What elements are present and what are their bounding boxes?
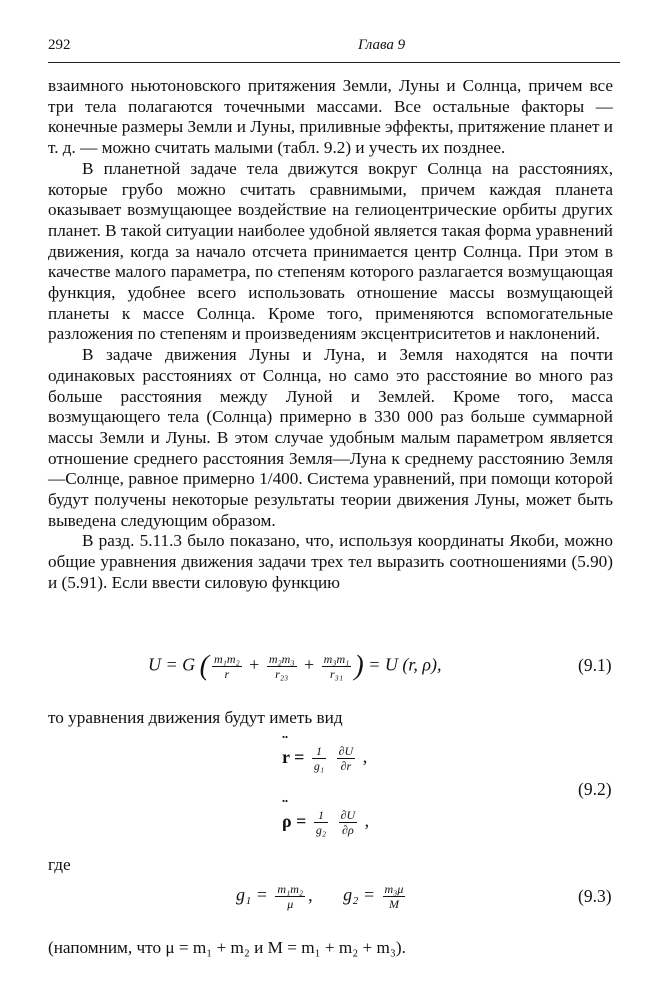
equation-9-3 <box>236 882 408 911</box>
page-number: 292 <box>48 37 71 53</box>
final-line: (напомним, что μ = m₁ + m₂ и M = m₁ + m₂ + m₃). <box>48 938 406 957</box>
comma: , <box>362 746 368 767</box>
r-double-dot: ¨ r = <box>282 747 304 768</box>
eq91-term-2: $\frac{\text{m₂m₃}}{\text{r₂₃}}$ <box>268 652 295 681</box>
comma: , <box>308 884 313 905</box>
eq-number-9-1: (9.1) <box>578 655 612 675</box>
comma: , <box>364 810 370 831</box>
plus-sign: + <box>249 654 260 675</box>
eq91-rhs: = U (r, ρ), <box>368 654 442 675</box>
g2-lhs: g₂ = <box>343 884 375 905</box>
eq-number-9-2: (9.2) <box>578 779 612 799</box>
eq92-coef-2: $\frac{1}{\text{g₂}}$ <box>315 808 327 837</box>
eq91-term-1: $\frac{\text{m₁m₂}}{r}$ <box>213 652 240 681</box>
g2-fraction: $\frac{\text{m₃μ}}{M}$ <box>384 882 404 911</box>
g1-lhs: g₁ = <box>236 884 268 905</box>
left-paren: ( <box>199 650 209 682</box>
header-rule <box>48 62 620 63</box>
eq91-term-3: $\frac{\text{m₃m₁}}{\text{r₃₁}}$ <box>323 652 350 681</box>
eq92-deriv-1: $\frac{\partial U}{\partial r}$ <box>338 744 354 773</box>
eq91-lhs: U = G <box>148 654 196 675</box>
paragraph-2: В планетной задаче тела движутся вокруг Солнца на расстояниях, которые грубо можно считать сравнимыми, причем каждая планета оказывает возмущающее воздействие на гелиоцентрические орбиты других планет. В такой ситуации наиболее удобной является такая форма уравнений движения, когда за начало отсчета принимается центр Солнца. При этом в качестве малого параметра, по степеням которого разлагается возмущающая функция, удобнее всего использовать отношение массы возмущающей планеты к массе Солнца. Кроме того, применяются вспомогательные разложения по степеням и произведениям эксцентриситетов и наклонений. <box>48 158 613 344</box>
g1-fraction: $\frac{\text{m₁m₂}}{\mu}$ <box>277 882 304 911</box>
equation-9-1 <box>148 652 441 681</box>
paragraph-4: В разд. 5.11.3 было показано, что, используя координаты Якоби, можно общие уравнения движения задачи трех тел выразить соотношениями (5.90) и (5.91). Если ввести силовую функцию <box>48 531 613 592</box>
eq92-coef-1: $\frac{1}{\text{g₁}}$ <box>313 744 325 773</box>
equation-9-2-line-1 <box>282 744 367 773</box>
eq92-deriv-2: $\frac{\partial U}{\partial\rho}$ <box>340 808 356 837</box>
rho-double-dot: ¨ ρ = <box>282 811 306 832</box>
chapter-title: Глава 9 <box>358 37 406 53</box>
plus-sign: + <box>304 654 315 675</box>
paragraph-1: взаимного ньютоновского притяжения Земли, Луны и Солнца, причем все три тела полагаются точечными массами. Все остальные факторы — конечные размеры Земли и Луны, приливные эффекты, притяжение планет и т. д. — можно считать малыми (табл. 9.2) и учесть их позднее. <box>48 76 613 158</box>
equation-9-2-line-2 <box>282 808 369 837</box>
page-header <box>48 37 620 61</box>
body-text <box>48 76 613 594</box>
paragraph-3: В задаче движения Луны и Луна, и Земля находятся на почти одинаковых расстояниях от Солнца, но само это расстояние во много раз больше расстояния между Луной и Землей. Кроме того, масса возмущающего тела (Солнца) примерно в 330 000 раз больше суммарной массы Земли и Луны. В этом случае удобным малым параметром является отношение среднего расстояния Земля—Луна к среднему расстоянию Земля—Солнце, равное примерно 1/400. Система уравнений, при помощи которой будут получены некоторые результаты теории движения Луны, может быть выведена следующим образом. <box>48 345 613 530</box>
text-after-9-1: то уравнения движения будут иметь вид <box>48 708 343 727</box>
right-paren: ) <box>354 650 364 682</box>
eq-number-9-3: (9.3) <box>578 886 612 906</box>
where-word: где <box>48 855 71 874</box>
